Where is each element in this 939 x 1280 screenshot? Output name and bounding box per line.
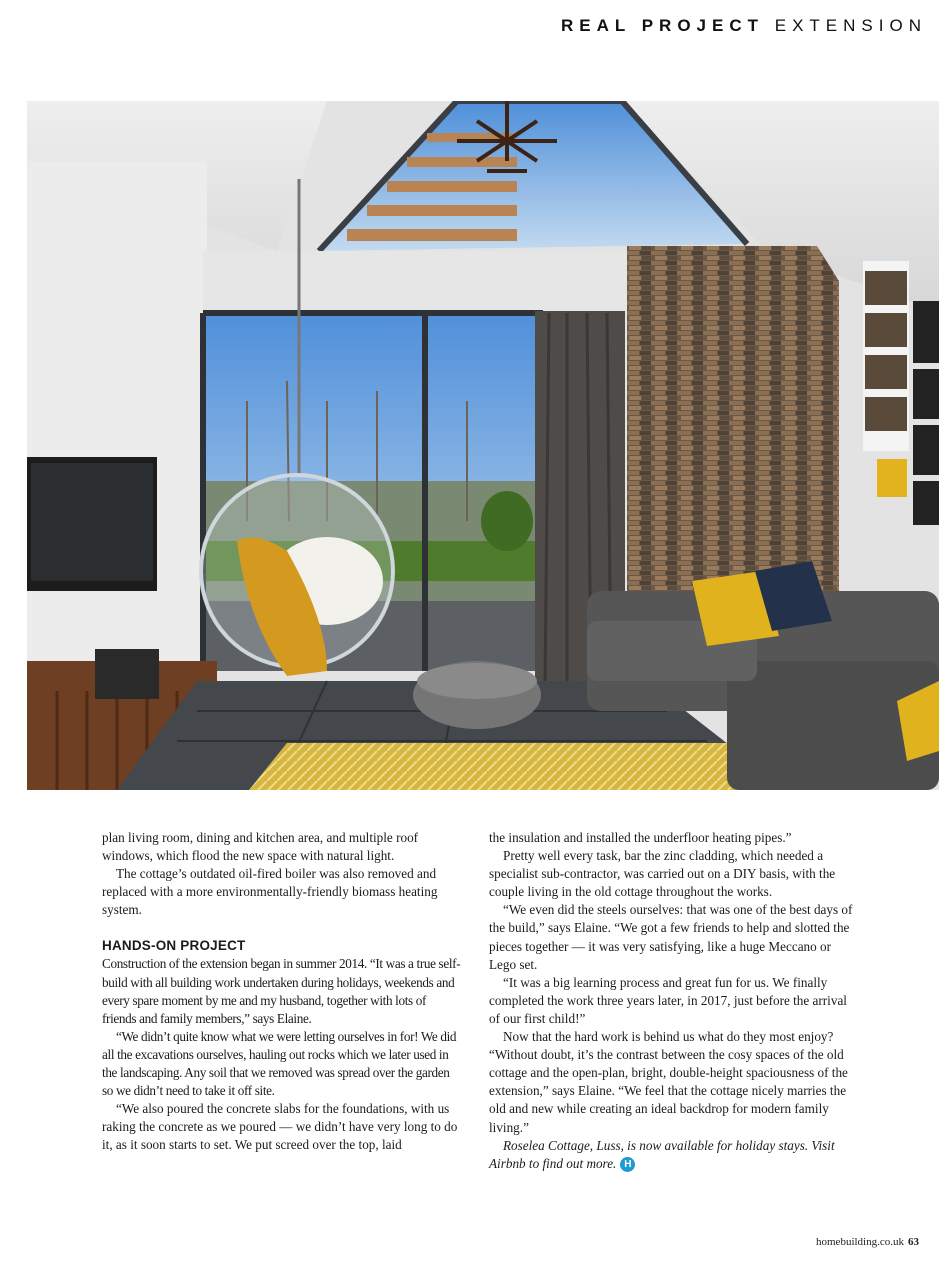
page-footer [816, 1236, 919, 1248]
page-number: 63 [908, 1236, 919, 1248]
paragraph: “We also poured the concrete slabs for the foundations, with us raking the concrete as we poured — we didn’t have very long to do it, as it soon starts to set. We put screed over the top, laid [102, 1101, 458, 1153]
section-subheading: HANDS-ON PROJECT [102, 938, 246, 954]
paragraph: “It was a big learning process and great fun for us. We finally completed the work three years later, in 2017, just before the arrival of our first child!” [489, 974, 847, 1026]
paragraph: plan living room, dining and kitchen area, and multiple roof windows, which flood the new space with natural light. [102, 830, 419, 864]
closing-note-text: Roselea Cottage, Luss, is now available for holiday stays. Visit Airbnb to find out more. [489, 1137, 835, 1171]
end-mark-icon: H [620, 1157, 635, 1172]
footer-site: homebuilding.co.uk [816, 1236, 904, 1248]
living-room-extension-photo [27, 101, 939, 790]
section-label: EXTENSION [774, 16, 927, 35]
paragraph: Now that the hard work is behind us what do they most enjoy? “Without doubt, it’s the contrast between the cosy spaces of the old cottage and the open-plan, bright, double-height spaciousness of the extension,” says Elaine. “We feel that the cottage nicely marries the old and new while creating an ideal backdrop for modern family living.” [489, 1029, 848, 1135]
paragraph: “We didn’t quite know what we were letting ourselves in for! We did all the excavations ourselves, hauling out rocks which we later used in the landscaping. Any soil that we removed was spread over the garden so we didn’t need to take it off site. [102, 1028, 457, 1099]
article-column-left [102, 829, 462, 1155]
paragraph: Pretty well every task, bar the zinc cladding, which needed a specialist sub-contractor, was carried out on a DIY basis, with the couple living in the old cottage throughout the works. [489, 848, 836, 900]
paragraph: The cottage’s outdated oil-fired boiler was also removed and replaced with a more environmentally-friendly biomass heating system. [102, 866, 438, 918]
paragraph: the insulation and installed the underfloor heating pipes.” [489, 830, 792, 845]
paragraph: Construction of the extension began in summer 2014. “It was a true self-build with all building work undertaken during holidays, weekends and every spare moment by me and my husband, together with lots of friends and family members,” says Elaine. [102, 956, 461, 1026]
series-label: REAL PROJECT [561, 16, 765, 35]
closing-note [489, 1137, 857, 1173]
article-column-right [489, 829, 857, 1173]
section-header [561, 16, 927, 36]
paragraph: “We even did the steels ourselves: that was one of the best days of the build,” says Elaine. “We got a few friends to help and slotted the pieces together — it was very satisfying, like a huge Meccano or Lego set. [489, 902, 853, 972]
